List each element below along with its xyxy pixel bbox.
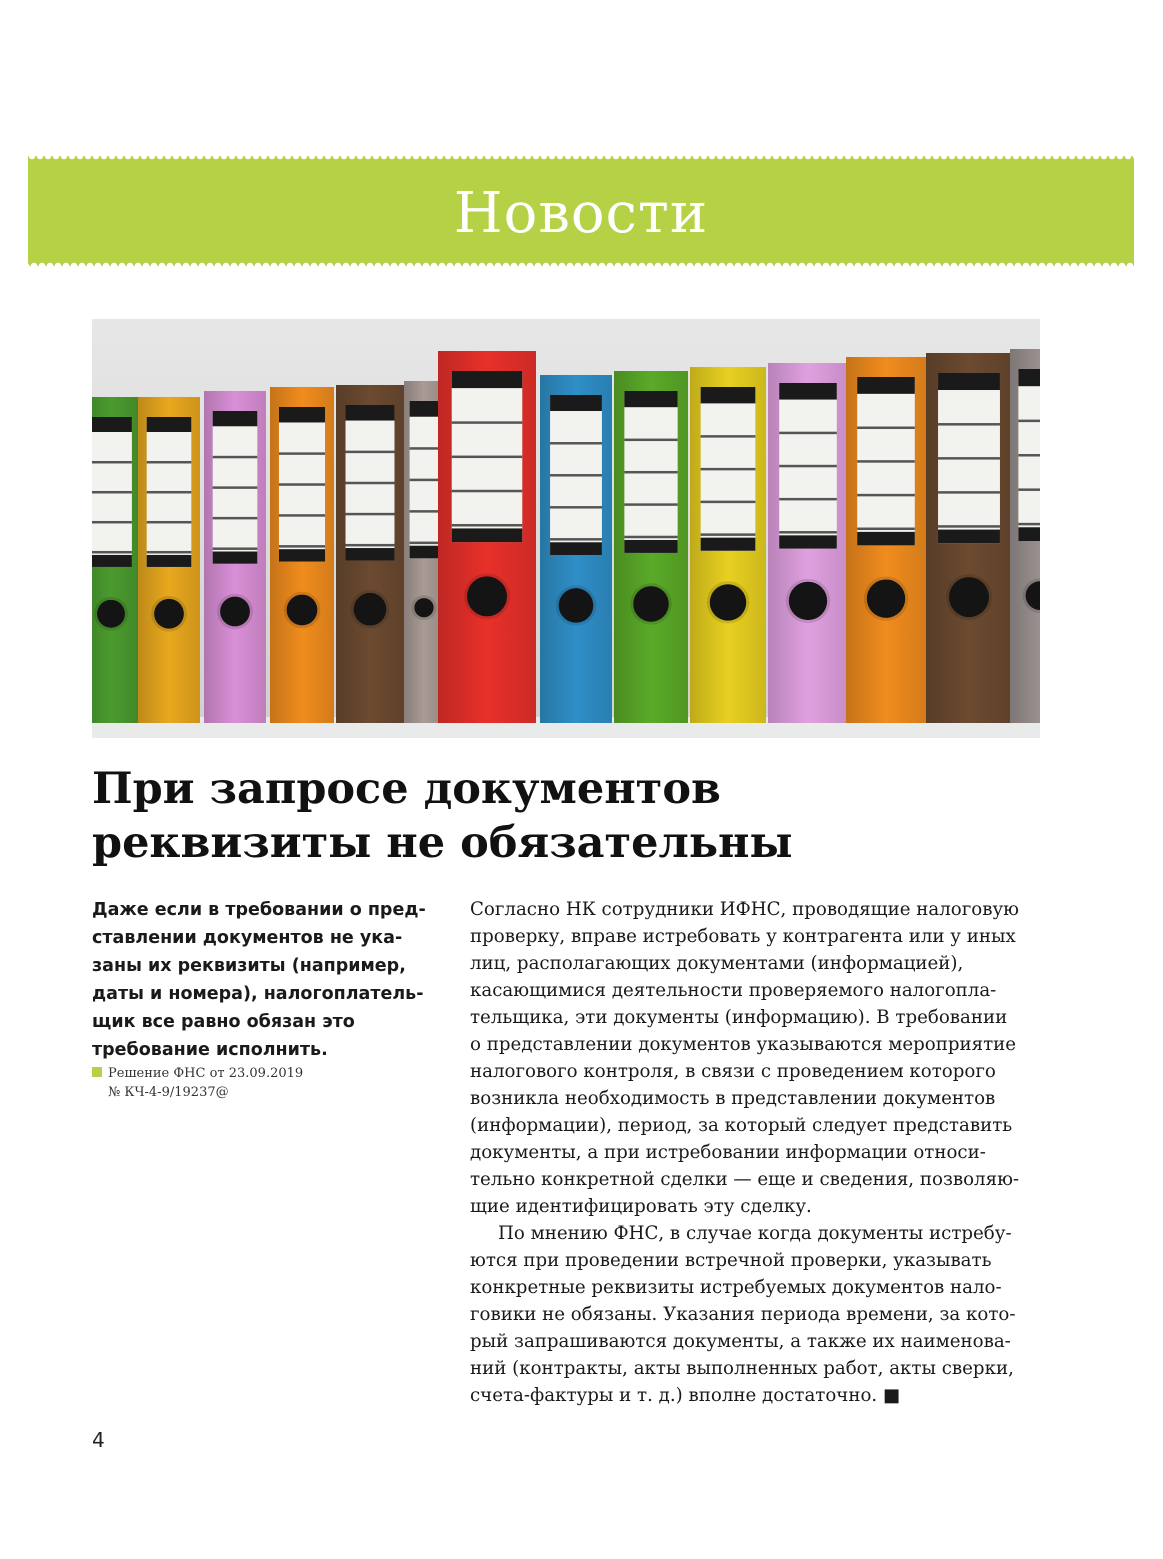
article-headline [92, 762, 1052, 870]
body-line: документы, а при истребовании информации относи- [470, 1142, 986, 1163]
body-line: тельщика, эти документы (информацию). В требовании [470, 1007, 1008, 1028]
binder-spine [614, 371, 688, 723]
body-line: налогового контроля, в связи с проведением которого [470, 1061, 996, 1082]
body-line: о представлении документов указываются мероприятие [470, 1034, 1017, 1055]
binder-spine [846, 357, 926, 723]
source-reference [92, 1064, 412, 1102]
headline-line: реквизиты не обязательны [92, 818, 793, 868]
body-line: лиц, располагающих документами (информацией), [470, 953, 964, 974]
source-line: № КЧ-4-9/19237@ [108, 1085, 229, 1100]
body-line: возникла необходимость в представлении документов [470, 1088, 996, 1109]
binder-spine [92, 397, 140, 723]
lead-line: заны их реквизиты (например, [92, 956, 406, 976]
body-line: касающимися деятельности проверяемого налогопла- [470, 980, 997, 1001]
binder-spine [540, 375, 612, 723]
binder-spine [438, 351, 536, 723]
binder-spine [138, 397, 200, 723]
body-line: ются при проведении встречной проверки, указывать [470, 1250, 992, 1271]
lead-line: ставлении документов не ука- [92, 928, 403, 948]
binder-spine [270, 387, 334, 723]
binder-spine [336, 385, 404, 723]
body-line: тельно конкретной сделки — еще и сведения, позволяю- [470, 1169, 1020, 1190]
body-line: счета-фактуры и т. д.) вполне достаточно. ■ [470, 1385, 901, 1406]
section-title: Новости [453, 180, 709, 246]
lead-line: Даже если в требовании о пред- [92, 900, 426, 920]
body-line: говики не обязаны. Указания периода времени, за кото- [470, 1304, 1016, 1325]
lead-line: щик все равно обязан это [92, 1012, 355, 1032]
body-line: ний (контракты, акты выполненных работ, акты сверки, [470, 1358, 1014, 1379]
source-line: Решение ФНС от 23.09.2019 [108, 1066, 304, 1081]
binder-spine [204, 391, 266, 723]
body-line: проверку, вправе истребовать у контрагента или у иных [470, 926, 1016, 947]
body-line: По мнению ФНС, в случае когда документы истребу- [498, 1223, 1012, 1244]
body-line: конкретные реквизиты истребуемых документов нало- [470, 1277, 1002, 1298]
green-square-icon [92, 1067, 102, 1077]
binder-spine [1010, 349, 1040, 723]
binder-spine [690, 367, 766, 723]
binder-spine [926, 353, 1012, 723]
lead-line: даты и номера), налогоплатель- [92, 984, 424, 1004]
body-line: рый запрашиваются документы, а также их наименова- [470, 1331, 1011, 1352]
page-number: 4 [92, 1428, 105, 1452]
lead-line: требование исполнить. [92, 1040, 328, 1060]
body-line: Согласно НК сотрудники ИФНС, проводящие налоговую [470, 899, 1019, 920]
body-line: (информации), период, за который следует представить [470, 1115, 1013, 1136]
article-body [470, 896, 1050, 1409]
headline-line: При запросе документов [92, 764, 721, 814]
section-banner [28, 156, 1134, 266]
binder-spine [768, 363, 848, 723]
body-line: щие идентифицировать эту сделку. [470, 1196, 812, 1217]
article-lead [92, 896, 442, 1064]
binders-photo [92, 319, 1040, 738]
binders-illustration [92, 319, 1040, 738]
